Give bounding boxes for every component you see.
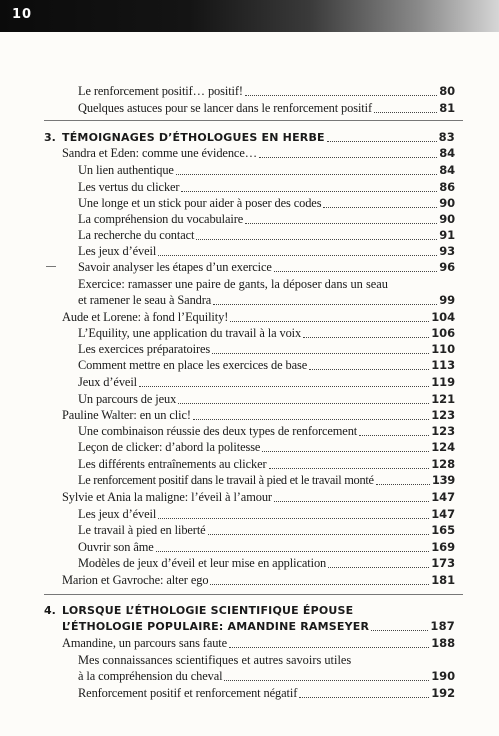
dot-leader (156, 551, 430, 552)
toc-entry-title: Renforcement positif et renforcement négatif (78, 686, 298, 700)
toc-entry-title: Modèles de jeux d’éveil et leur mise en application (78, 556, 327, 570)
dot-leader (181, 191, 437, 192)
section-number: 4. (44, 604, 56, 617)
toc-entry-page: 181 (431, 573, 455, 587)
dot-leader (327, 141, 437, 142)
toc-entry-page: 106 (431, 326, 455, 340)
toc-entry-title: et ramener le seau à Sandra (78, 293, 212, 307)
toc-entry-title: Les jeux d’éveil (78, 507, 157, 521)
toc-entry-title: Leçon de clicker: d’abord la politesse (78, 440, 261, 454)
toc-entry (78, 392, 455, 407)
dot-leader (139, 386, 429, 387)
toc-entry (62, 490, 455, 505)
dot-leader (376, 484, 430, 485)
dot-leader (274, 501, 429, 502)
dot-leader (262, 451, 429, 452)
toc-entry-title: Les jeux d’éveil (78, 244, 157, 258)
toc-entry-title: Une longe et un stick pour aider à poser des codes (78, 196, 322, 210)
dot-leader (196, 239, 437, 240)
toc-entry-page: 110 (431, 342, 455, 356)
toc-entry (78, 293, 455, 308)
toc-entry-page: 147 (431, 507, 455, 521)
dot-leader (193, 419, 429, 420)
toc-entry (62, 310, 455, 325)
toc-entry (78, 244, 455, 259)
toc-entry (78, 556, 455, 571)
page-number: 10 (12, 7, 33, 22)
toc-entry-page: 80 (439, 84, 455, 98)
toc-entry-page: 90 (439, 212, 455, 226)
toc-entry (78, 163, 455, 178)
dot-leader (299, 697, 429, 698)
toc-entry-page: 123 (431, 408, 455, 422)
toc-entry-title: Le renforcement positif… positif! (78, 84, 243, 98)
toc-entry-title: L’Equility, une application du travail à la voix (78, 326, 302, 340)
toc-entry (78, 523, 455, 538)
toc-entry-title: Un parcours de jeux (78, 392, 177, 406)
toc-entry-title: Un lien authentique (78, 163, 174, 177)
toc-section-heading (62, 130, 455, 145)
toc-entry-title: Les différents entraînements au clicker (78, 457, 267, 471)
toc-entry (78, 669, 455, 684)
toc-entry (78, 507, 455, 522)
toc-entry (78, 358, 455, 373)
toc-entry (78, 260, 455, 275)
dot-leader (210, 584, 429, 585)
toc-entry-title: Comment mettre en place les exercices de base (78, 358, 308, 372)
toc-entry-page: 128 (431, 457, 455, 471)
section-title: L’ÉTHOLOGIE POPULAIRE: AMANDINE RAMSEYER (62, 620, 370, 633)
dot-leader (208, 534, 430, 535)
toc-entry (78, 180, 455, 195)
dot-leader (245, 223, 437, 224)
toc-entry (78, 424, 455, 439)
toc-entry-page: 86 (439, 180, 455, 194)
toc-entry (78, 473, 455, 488)
dot-leader (328, 567, 429, 568)
toc-entry-page: 93 (439, 244, 455, 258)
toc-entry-page: 190 (431, 669, 455, 683)
toc-entry-title-line1: Exercice: ramasser une paire de gants, la déposer dans un seau (78, 277, 388, 291)
margin-mark (46, 266, 56, 267)
toc-entry-title: Une combinaison réussie des deux types de renforcement (78, 424, 358, 438)
dot-leader (259, 157, 437, 158)
toc-entry-title-line1: Mes connaissances scientifiques et autres savoirs utiles (78, 653, 352, 667)
toc-entry (78, 342, 455, 357)
toc-entry-title: Pauline Walter: en un clic! (62, 408, 191, 422)
toc-entry-page: 84 (439, 146, 455, 160)
toc-entry (78, 101, 455, 116)
dot-leader (158, 518, 429, 519)
section-title-line1: LORSQUE L’ÉTHOLOGIE SCIENTIFIQUE ÉPOUSE (62, 604, 354, 617)
toc-entry-page: 91 (439, 228, 455, 242)
toc-entry-page: 121 (431, 392, 455, 406)
toc-entry-page: 173 (431, 556, 455, 570)
toc-entry (78, 686, 455, 701)
toc-section-heading (62, 619, 455, 634)
section-number: 3. (44, 131, 56, 144)
dot-leader (230, 321, 429, 322)
toc-entry (62, 408, 455, 423)
toc-entry-page: 139 (431, 473, 455, 487)
toc-entry (78, 540, 455, 555)
toc-entry-page: 124 (431, 440, 455, 454)
toc-entry-page: 192 (431, 686, 455, 700)
toc-entry (62, 573, 455, 588)
toc-entry-page: 81 (439, 101, 455, 115)
toc-entry-page: 84 (439, 163, 455, 177)
section-divider (44, 120, 463, 121)
toc-entry-title: Les vertus du clicker (78, 180, 180, 194)
toc-entry-title: Ouvrir son âme (78, 540, 154, 554)
dot-leader (176, 174, 437, 175)
toc-entry-title: La recherche du contact (78, 228, 195, 242)
toc-entry-page: 165 (431, 523, 455, 537)
toc-entry-page: 119 (431, 375, 455, 389)
dot-leader (178, 403, 429, 404)
toc-entry-title: Le travail à pied en liberté (78, 523, 206, 537)
toc-entry (78, 84, 455, 99)
toc-entry-page: 96 (439, 260, 455, 274)
dot-leader (245, 95, 437, 96)
dot-leader (224, 680, 429, 681)
dot-leader (229, 647, 429, 648)
toc-entry (78, 440, 455, 455)
toc-entry (78, 375, 455, 390)
toc-entry (78, 228, 455, 243)
toc-entry-title: Savoir analyser les étapes d’un exercice (78, 260, 272, 274)
dot-leader (213, 304, 437, 305)
section-page: 83 (438, 130, 455, 144)
toc-entry-page: 188 (431, 636, 455, 650)
toc-entry-title: Le renforcement positif dans le travail à pied et le travail monté (78, 473, 374, 487)
toc-entry-page: 104 (431, 310, 455, 324)
toc-entry (62, 146, 455, 161)
dot-leader (158, 255, 437, 256)
dot-leader (269, 468, 430, 469)
toc-entry-title: Aude et Lorene: à fond l’Equility! (62, 310, 229, 324)
toc-entry-page: 169 (431, 540, 455, 554)
dot-leader (374, 112, 437, 113)
section-title: TÉMOIGNAGES D’ÉTHOLOGUES EN HERBE (62, 131, 325, 144)
toc-entry-title: Quelques astuces pour se lancer dans le renforcement positif (78, 101, 373, 115)
toc-entry (78, 196, 455, 211)
toc-entry-title: Marion et Gavroche: alter ego (62, 573, 209, 587)
toc-entry-title: Sandra et Eden: comme une évidence… (62, 146, 258, 160)
toc-entry-page: 147 (431, 490, 455, 504)
toc-entry (62, 636, 455, 651)
dot-leader (359, 435, 429, 436)
dot-leader (323, 207, 437, 208)
dot-leader (303, 337, 429, 338)
dot-leader (309, 369, 429, 370)
toc-entry-title: à la compréhension du cheval (78, 669, 223, 683)
toc-entry-title: Jeux d’éveil (78, 375, 138, 389)
toc-entry-title: Les exercices préparatoires (78, 342, 211, 356)
toc-entry (78, 457, 455, 472)
toc-entry (78, 212, 455, 227)
toc-entry-page: 113 (431, 358, 455, 372)
toc-entry (78, 326, 455, 341)
section-divider (44, 594, 463, 595)
dot-leader (371, 630, 428, 631)
toc-entry-title: La compréhension du vocabulaire (78, 212, 244, 226)
toc-entry-page: 90 (439, 196, 455, 210)
toc-entry-page: 123 (431, 424, 455, 438)
toc-entry-page: 99 (439, 293, 455, 307)
toc-entry-title: Amandine, un parcours sans faute (62, 636, 228, 650)
toc-entry-title: Sylvie et Ania la maligne: l’éveil à l’amour (62, 490, 272, 504)
section-page: 187 (430, 619, 455, 633)
dot-leader (274, 271, 437, 272)
dot-leader (212, 353, 429, 354)
